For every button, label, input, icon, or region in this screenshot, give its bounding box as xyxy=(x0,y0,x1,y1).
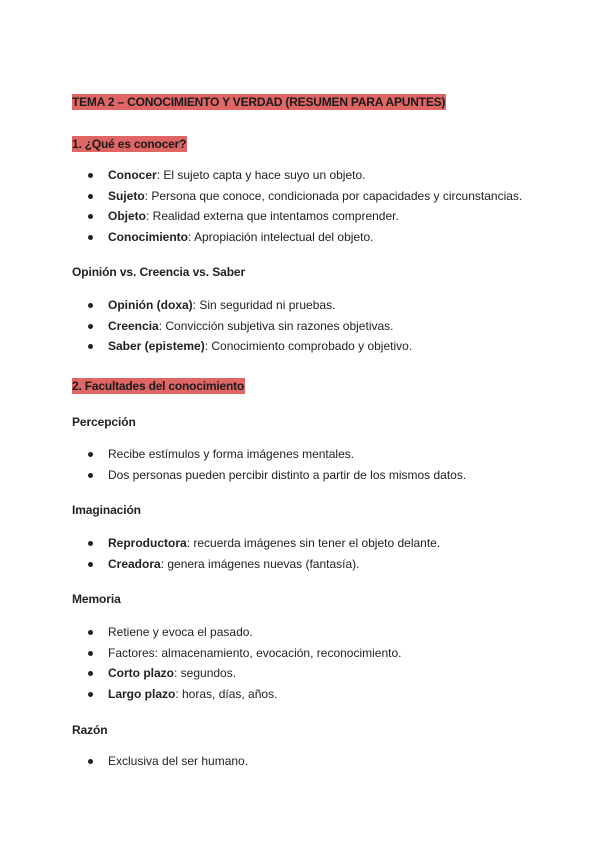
item-term: Corto plazo xyxy=(108,666,174,681)
section-1-highlight: 1. ¿Qué es conocer? xyxy=(72,137,187,151)
section-1-heading xyxy=(72,137,187,151)
item-term: Objeto xyxy=(108,209,146,224)
subsection-heading-razon: Razón xyxy=(72,723,108,737)
bullet-icon xyxy=(88,671,93,676)
opinion-list xyxy=(88,295,412,357)
bullet-icon xyxy=(88,692,93,697)
imaginacion-list xyxy=(88,533,440,574)
list-item xyxy=(88,751,248,772)
item-term: Creadora xyxy=(108,556,161,571)
subsection-heading-imaginacion: Imaginación xyxy=(72,503,141,517)
list-item xyxy=(88,554,440,575)
list-item xyxy=(88,316,412,337)
item-term: Opinión (doxa) xyxy=(108,298,193,312)
bullet-icon xyxy=(88,194,93,199)
list-item xyxy=(88,465,466,486)
item-text: : Realidad externa que intentamos comprender. xyxy=(146,209,399,224)
list-item xyxy=(88,684,401,705)
item-term: Creencia xyxy=(108,318,159,333)
item-term: Saber (episteme) xyxy=(108,339,205,354)
bullet-icon xyxy=(88,214,93,219)
bullet-icon xyxy=(88,473,93,478)
section-1-list xyxy=(88,165,522,248)
bullet-icon xyxy=(88,344,93,349)
list-item xyxy=(88,227,522,248)
item-text: Recibe estímulos y forma imágenes mentales. xyxy=(108,447,355,461)
item-text: : Conocimiento comprobado y objetivo. xyxy=(204,339,413,354)
item-text: : El sujeto capta y hace suyo un objeto. xyxy=(156,168,366,182)
bullet-icon xyxy=(88,759,93,764)
bullet-icon xyxy=(88,452,93,457)
item-text: : Apropiación intelectual del objeto. xyxy=(188,230,374,245)
list-item xyxy=(88,186,522,207)
bullet-icon xyxy=(88,303,93,308)
item-term: Largo plazo xyxy=(108,687,176,702)
bullet-icon xyxy=(88,630,93,635)
item-text: : Sin seguridad ni pruebas. xyxy=(192,298,336,312)
subsection-heading-opinion: Opinión vs. Creencia vs. Saber xyxy=(72,265,246,279)
item-text: : Persona que conoce, condicionada por capacidades y circunstancias. xyxy=(144,188,523,203)
item-text: : Convicción subjetiva sin razones objetivas. xyxy=(158,318,394,333)
list-item xyxy=(88,165,522,186)
item-text: Retiene y evoca el pasado. xyxy=(108,625,253,639)
item-text: Dos personas pueden percibir distinto a partir de los mismos datos. xyxy=(108,467,467,482)
list-item xyxy=(88,663,401,684)
section-2-highlight: 2. Facultades del conocimiento xyxy=(72,379,245,393)
item-term: Conocer xyxy=(108,168,157,182)
item-text: : recuerda imágenes sin tener el objeto delante. xyxy=(186,536,441,550)
item-text: Exclusiva del ser humano. xyxy=(108,754,249,768)
item-term: Conocimiento xyxy=(108,230,188,245)
razon-list xyxy=(88,751,248,772)
section-2-heading xyxy=(72,379,245,393)
list-item xyxy=(88,444,466,465)
memoria-list xyxy=(88,622,401,705)
bullet-icon xyxy=(88,651,93,656)
item-term: Sujeto xyxy=(108,188,145,203)
bullet-icon xyxy=(88,173,93,178)
subsection-heading-memoria: Memoria xyxy=(72,592,121,606)
list-item xyxy=(88,206,522,227)
bullet-icon xyxy=(88,235,93,240)
list-item xyxy=(88,622,401,643)
bullet-icon xyxy=(88,541,93,546)
item-term: Reproductora xyxy=(108,536,187,550)
subsection-heading-percepcion: Percepción xyxy=(72,415,136,429)
item-text: : genera imágenes nuevas (fantasía). xyxy=(160,556,360,571)
bullet-icon xyxy=(88,562,93,567)
item-text: : horas, días, años. xyxy=(175,687,278,702)
title-highlight: TEMA 2 – CONOCIMIENTO Y VERDAD (RESUMEN PARA APUNTES) xyxy=(72,95,446,109)
item-text: : segundos. xyxy=(174,666,237,681)
list-item xyxy=(88,295,412,316)
item-text: Factores: almacenamiento, evocación, reconocimiento. xyxy=(108,645,402,660)
document-title xyxy=(72,95,446,109)
list-item xyxy=(88,336,412,357)
list-item xyxy=(88,643,401,664)
bullet-icon xyxy=(88,324,93,329)
list-item xyxy=(88,533,440,554)
percepcion-list xyxy=(88,444,466,485)
